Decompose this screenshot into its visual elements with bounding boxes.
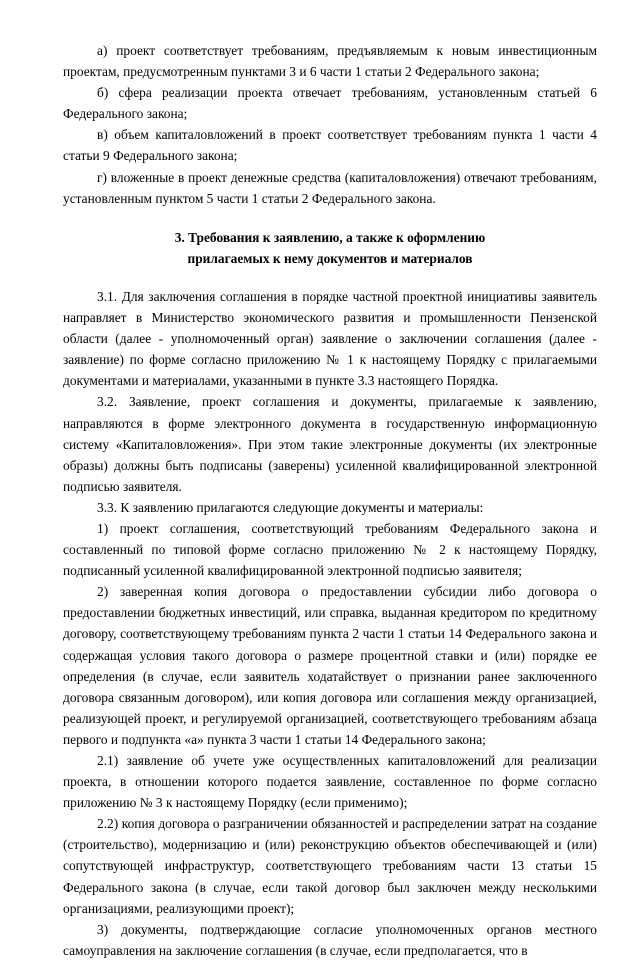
section-heading xyxy=(63,227,597,269)
paragraph-3-3: 3.3. К заявлению прилагаются следующие документы и материалы: xyxy=(97,499,484,515)
paragraph-item-2-1: 2.1) заявление об учете уже осуществленных капиталовложений для реализации проекта, в отношении которого подается заявление, составленное по форме согласно приложению № 3 к настоящему Порядку (если применимо); xyxy=(63,753,597,811)
section-heading-line-1: 3. Требования к заявлению, а также к оформлению xyxy=(174,229,486,245)
document-page xyxy=(63,40,597,961)
paragraph-3-1: 3.1. Для заключения соглашения в порядке частной проектной инициативы заявитель направляет в Министерство экономического развития и промышленности Пензенской области (далее - уполномоченный орган) заявление о заключении соглашения (далее - заявление) по форме согласно приложению № 1 к настоящему Порядку с прилагаемыми документами и материалами, указанными в пункте 3.3 настоящего Порядка. xyxy=(63,288,597,389)
list-item-b: б) сфера реализации проекта отвечает требованиям, установленным статьей 6 Федерального закона; xyxy=(63,85,597,122)
paragraph-item-2-2: 2.2) копия договора о разграничении обязанностей и распределении затрат на создание (строительство), модернизацию и (или) реконструкцию объектов обеспечивающей и (или) сопутствующей инфраструктур, соответствующего требованиям части 13 статьи 15 Федерального закона (в случае, если такой договор был заключен между несколькими организациями, реализующими проект); xyxy=(63,816,597,916)
paragraph-3-2: 3.2. Заявление, проект соглашения и документы, прилагаемые к заявлению, направляются в форме электронного документа в государственную информационную систему «Капиталовложения». При этом такие электронные документы (их электронные образы) должны быть подписаны (заверены) усиленной квалифицированной электронной подписью заявителя. xyxy=(63,394,597,494)
paragraph-item-2: 2) заверенная копия договора о предоставлении субсидии либо договора о предоставлении бюджетных инвестиций, или справка, выданная кредитором по кредитному договору, соответствующему требованиям пункта 2 части 1 статьи 14 Федерального закона и содержащая условия такого договора о размере процентной ставки и (или) порядке ее определения (в случае, если заявитель ходатайствует о признании ранее заключенного договора связанным договором), или копия договора или соглашения между организацией, реализующей проект, и регулируемой организацией, соответствующего требованиям абзаца первого и подпункта «а» пункта 3 части 1 статьи 14 Федерального закона; xyxy=(63,584,597,747)
list-item-v: в) объем капиталовложений в проект соответствует требованиям пункта 1 части 4 статьи 9 Федерального закона; xyxy=(63,127,597,164)
paragraph-item-1: 1) проект соглашения, соответствующий требованиям Федерального закона и составленный по типовой форме согласно приложению № 2 к настоящему Порядку, подписанный усиленной квалифицированной электронной подписью заявителя; xyxy=(63,520,597,579)
paragraph-item-3: 3) документы, подтверждающие согласие уполномоченных органов местного самоуправления на заключение соглашения (в случае, если предполагается, что в xyxy=(63,921,597,958)
list-item-a: а) проект соответствует требованиям, предъявляемым к новым инвестиционным проектам, предусмотренным пунктами 3 и 6 части 1 статьи 2 Федерального закона; xyxy=(63,43,597,80)
section-heading-line-2: прилагаемых к нему документов и материалов xyxy=(187,250,473,266)
list-item-g: г) вложенные в проект денежные средства (капиталовложения) отвечают требованиям, установленным пунктом 5 части 1 статьи 2 Федерального закона. xyxy=(63,169,597,206)
